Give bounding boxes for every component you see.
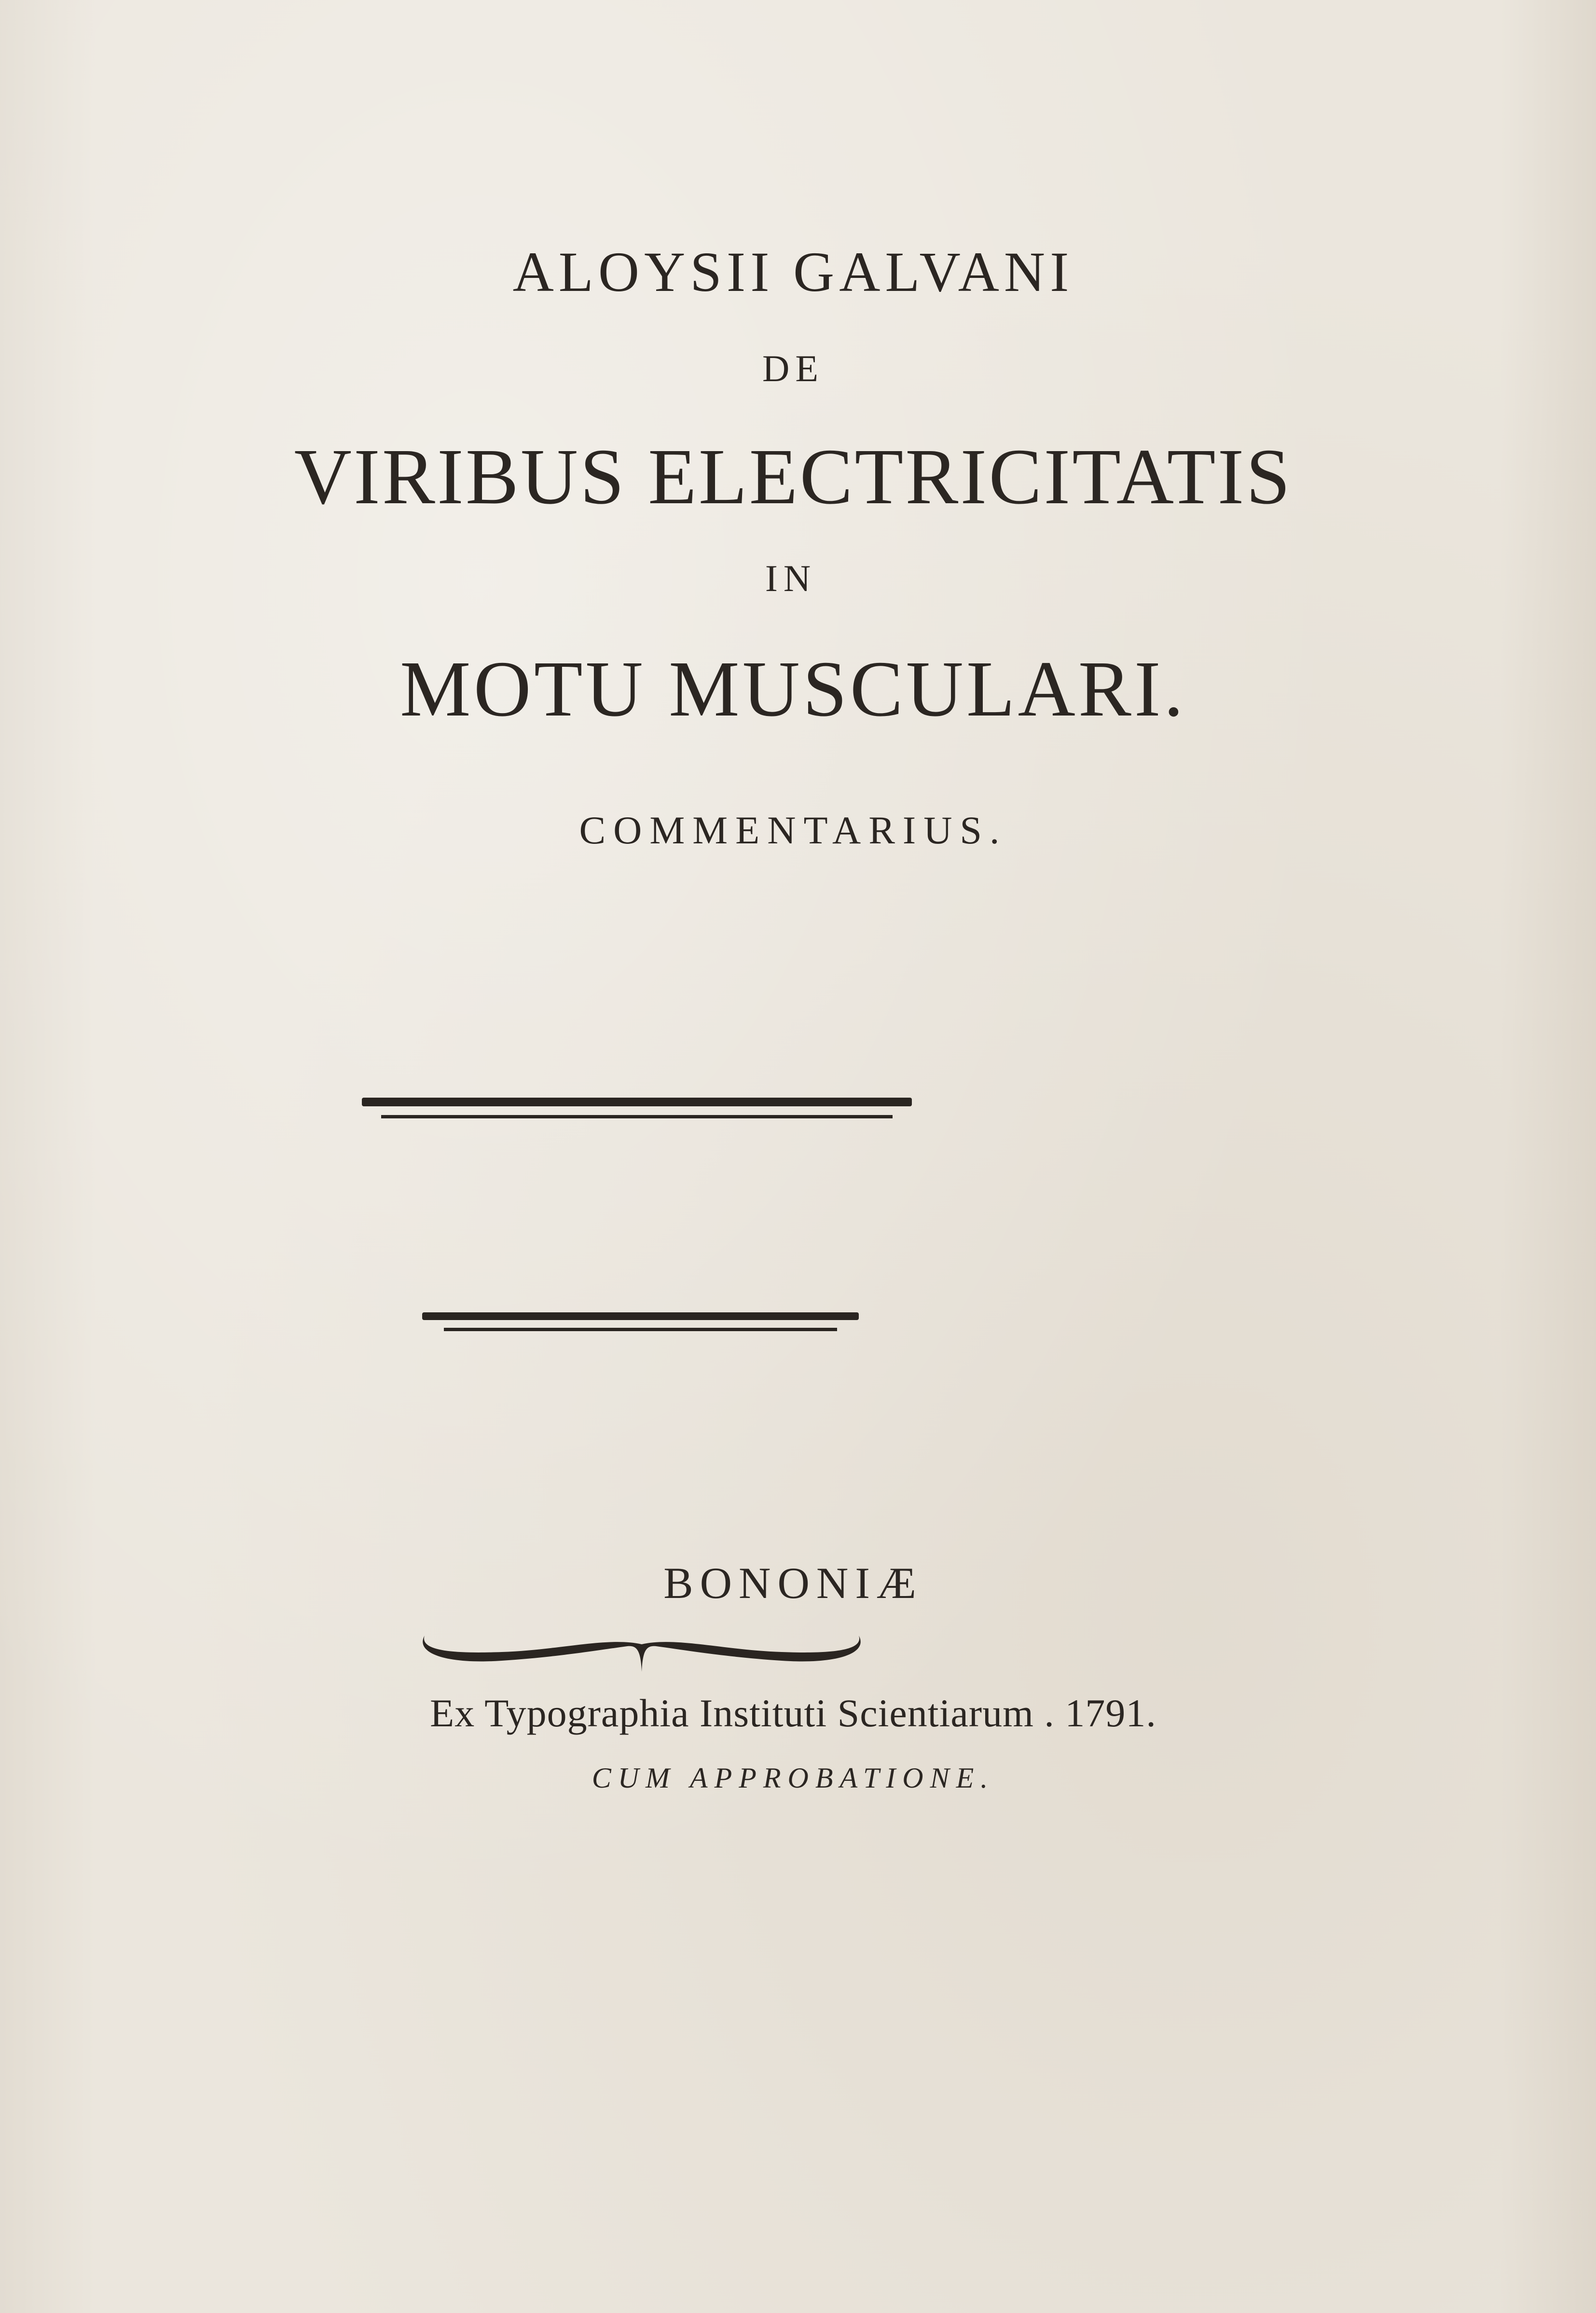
author-name: ALOYSII GALVANI: [512, 240, 1074, 303]
title-word-in: IN: [765, 557, 817, 599]
title-word-de: DE: [762, 347, 824, 389]
subtitle: COMMENTARIUS.: [579, 808, 1007, 852]
title-line-1: VIRIBUS ELECTRICITATIS: [294, 432, 1293, 521]
flourish-ornament: [415, 1626, 868, 1679]
double-rule-upper: [362, 1098, 912, 1127]
title-line-2: MOTU MUSCULARI.: [399, 645, 1187, 733]
imprint-printer-date: Ex Typographia Instituti Scientiarum . 1791.: [430, 1691, 1156, 1735]
imprint-approval: CUM APPROBATIONE.: [592, 1762, 995, 1794]
double-rule-lower: [422, 1312, 859, 1341]
imprint-city: BONONIÆ: [663, 1558, 923, 1608]
